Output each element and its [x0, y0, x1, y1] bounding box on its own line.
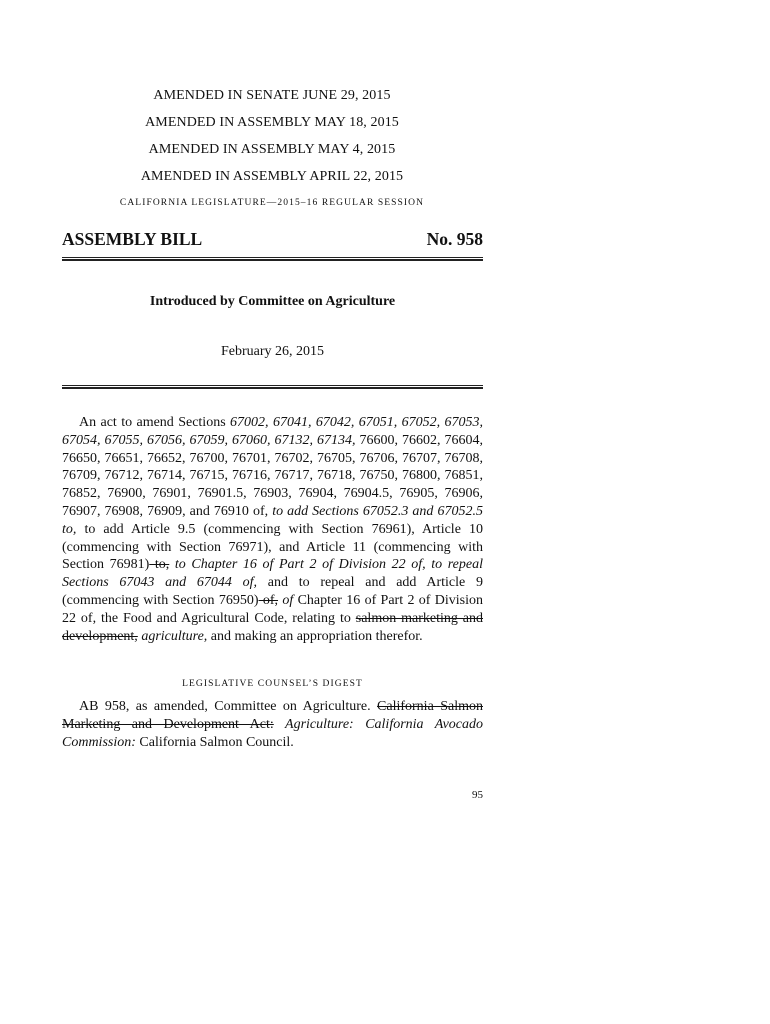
legislative-session: CALIFORNIA LEGISLATURE—2015–16 REGULAR SESSION: [119, 198, 425, 208]
struck-text: to,: [149, 557, 170, 573]
divider-rule: [62, 385, 483, 389]
digest-heading: LEGISLATIVE COUNSEL’S DIGEST: [182, 679, 363, 689]
amendment-line: AMENDED IN SENATE JUNE 29, 2015: [153, 88, 391, 103]
amendment-line: AMENDED IN ASSEMBLY MAY 4, 2015: [148, 142, 396, 157]
bill-number: No. 958: [426, 229, 483, 249]
struck-text: of,: [258, 592, 279, 608]
digest-summary: AB 958, as amended, Committee on Agriculture. California Salmon Marketing and Development Act: Agriculture: California Avocado Commission: California Salmon Council.: [62, 699, 483, 750]
bill-title: An act to amend Sections 67002, 67041, 67042, 67051, 67052, 67053, 67054, 67055, 67056, 67059, 67060, 67132, 67134, 76600, 76602, 76604, 76650, 76651, 76652, 76700, 76701, 76702, 76705, 76706, 76707, 76708, 76709, 76712, 76714, 76715, 76716, 76717, 76718, 76750, 76800, 76851, 76852, 76900, 76901, 76901.5, 76903, 76904, 76904.5, 76905, 76906, 76907, 76908, 76909, and 76910 of, to add Sections 67052.3 and 67052.5 to, to add Article 9.5 (commencing with Section 76961), Article 10 (commencing with Section 76971), and Article 11 (commencing with Section 76981) to, to Chapter 16 of Part 2 of Division 22 of, to repeal Sections 67043 and 67044 of, and to repeal and add Article 9 (commencing with Section 76950) of, of Chapter 16 of Part 2 of Division 22 of, the Food and Agricultural Code, relating to salmon marketing and development, agriculture, and making an appropriation therefor.: [62, 415, 484, 644]
amendment-line: AMENDED IN ASSEMBLY MAY 18, 2015: [145, 115, 399, 130]
struck-text: California Salmon Marketing and Development Act:: [62, 699, 483, 732]
page-number: 95: [472, 789, 483, 801]
bill-type: ASSEMBLY BILL: [62, 229, 203, 249]
introduced-by: Introduced by Committee on Agriculture: [149, 294, 396, 309]
amendment-line: AMENDED IN ASSEMBLY APRIL 22, 2015: [140, 169, 404, 184]
struck-text: salmon marketing and development,: [62, 610, 483, 644]
introduction-date: February 26, 2015: [220, 344, 325, 359]
bill-heading: [62, 229, 483, 251]
divider-rule: [62, 257, 483, 261]
